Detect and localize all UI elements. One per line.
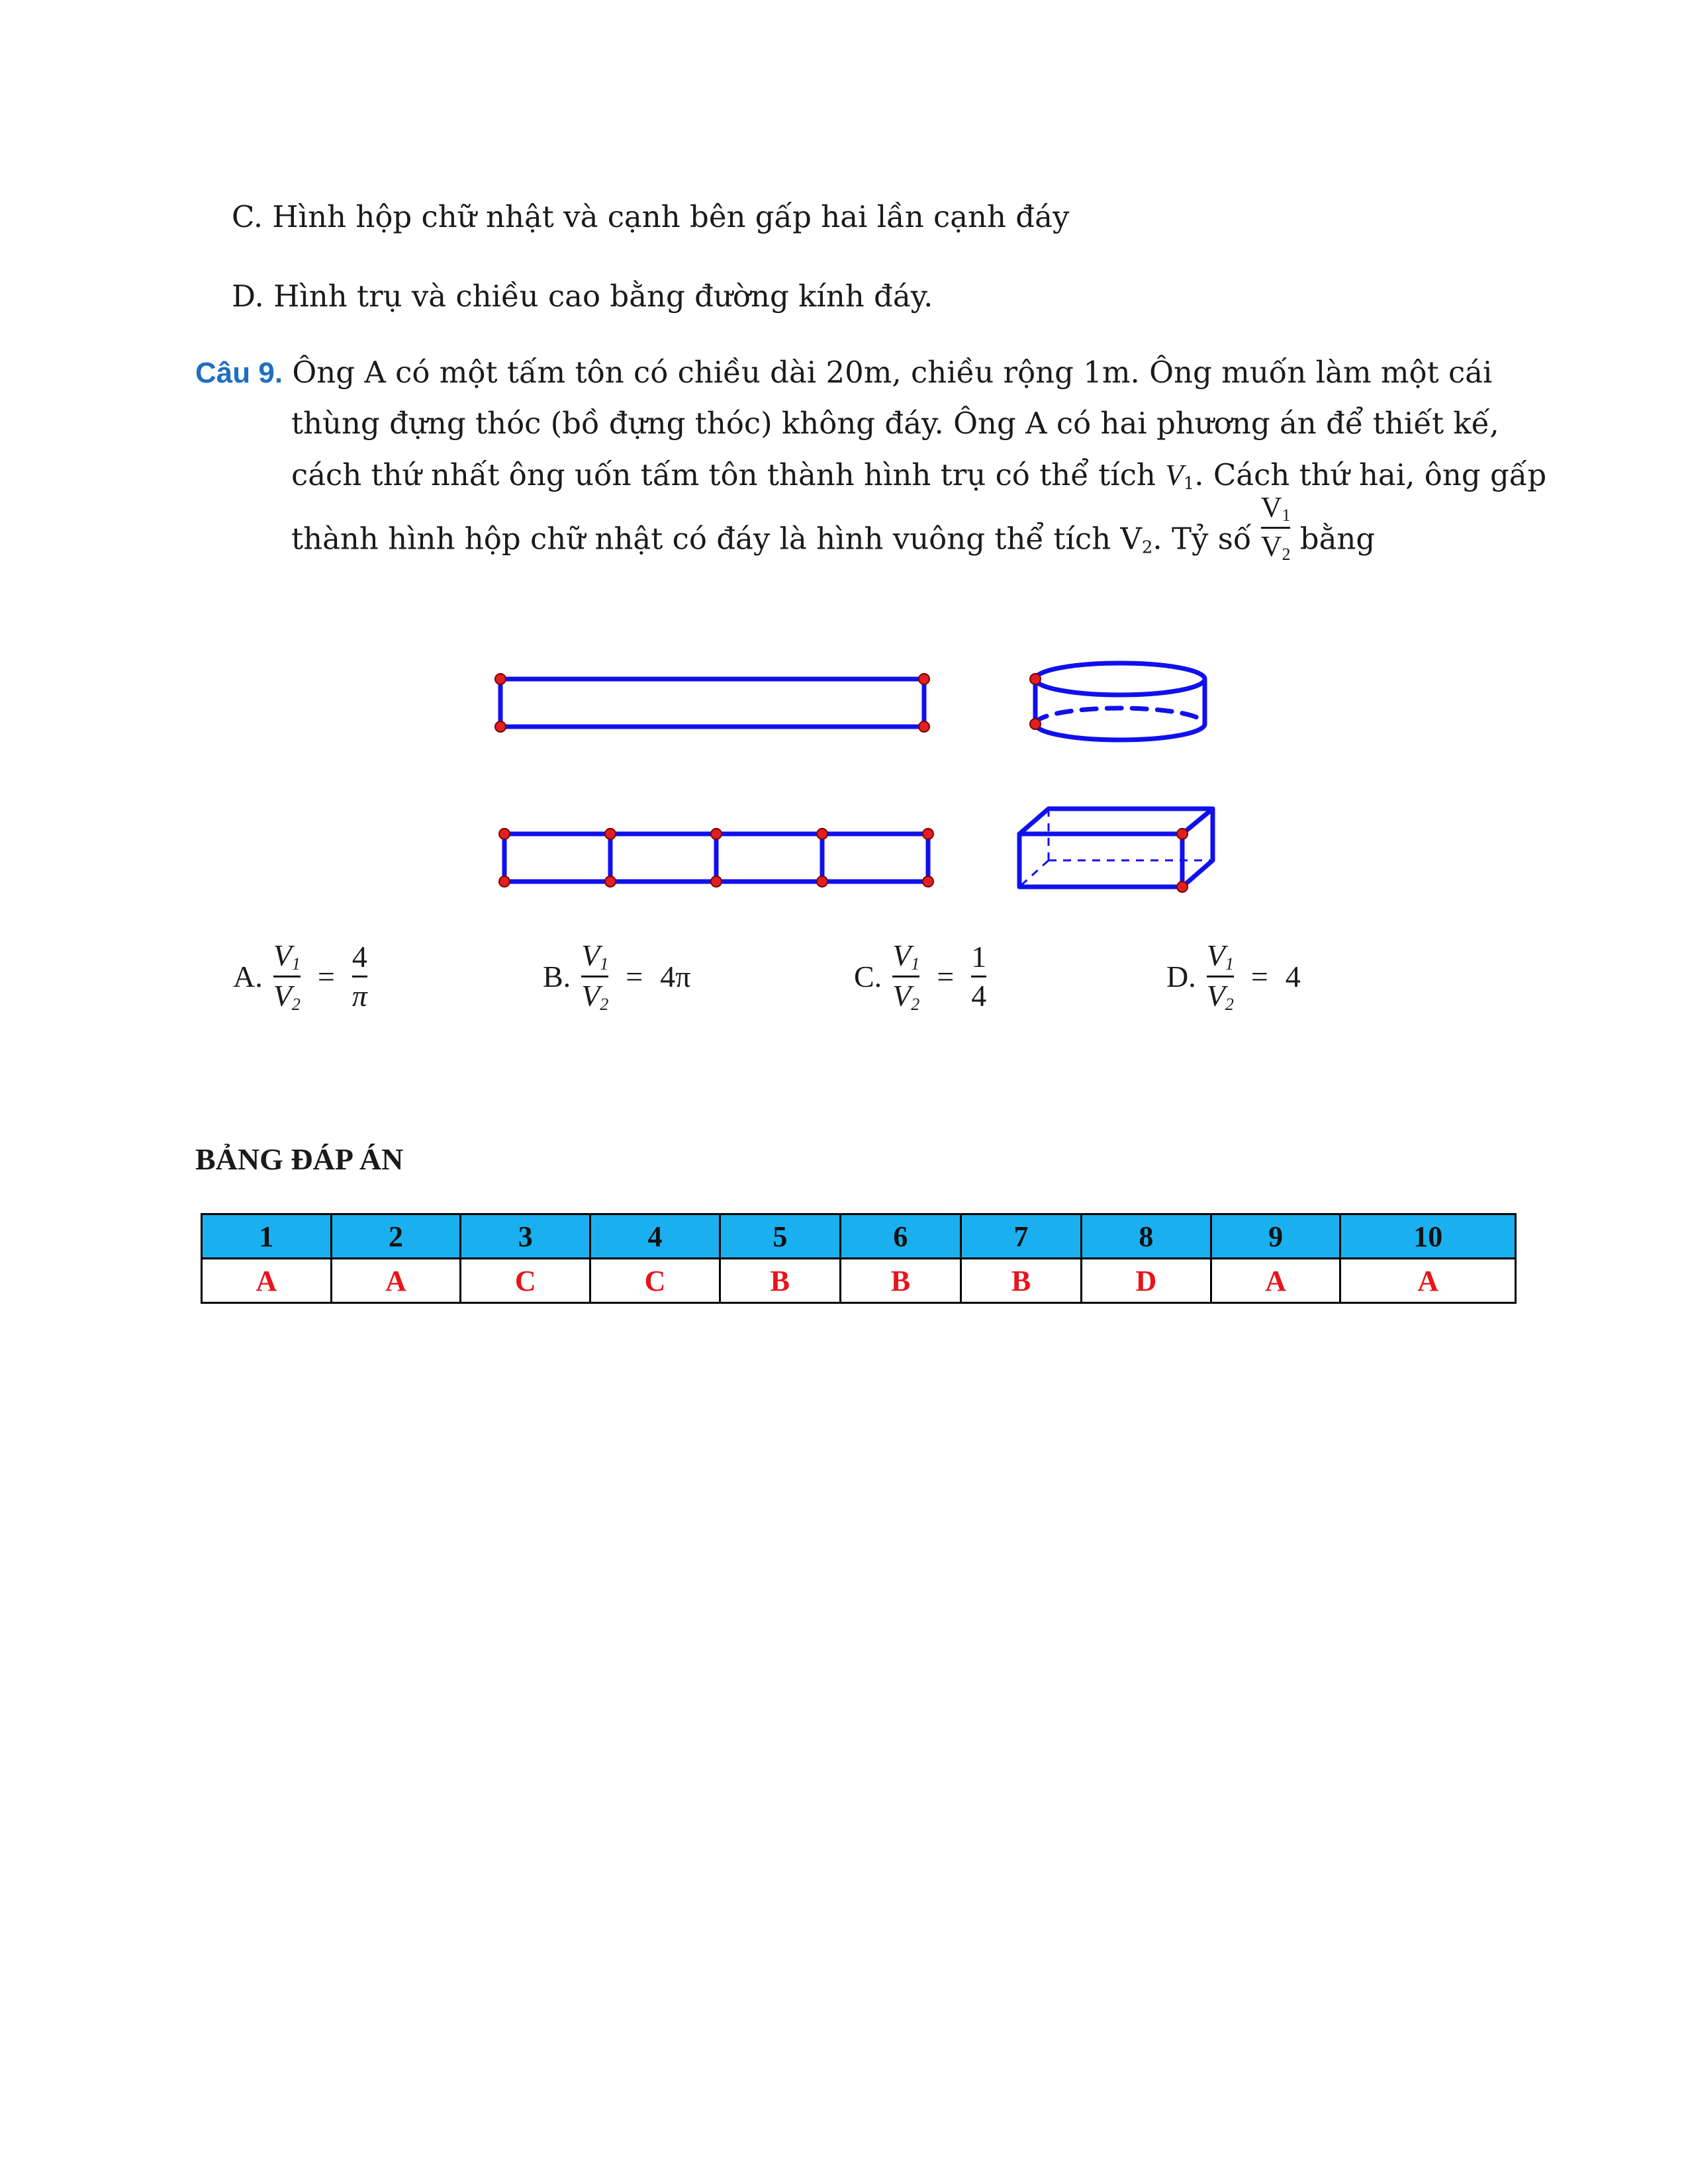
point-marker: [1030, 719, 1041, 729]
answer-key-cell: C: [461, 1259, 590, 1303]
answer-table-heading: BẢNG ĐÁP ÁN: [195, 1142, 404, 1176]
question-number-cell: 10: [1340, 1214, 1516, 1259]
point-marker: [1177, 829, 1188, 839]
point-marker: [1030, 674, 1041, 684]
question-number-cell: 9: [1211, 1214, 1340, 1259]
point-marker: [817, 829, 827, 839]
answer-option-d: D. $\frac{V_1}{V_2}$ = 4: [1166, 938, 1301, 1015]
point-marker: [605, 829, 616, 839]
answer-key-cell: A: [1340, 1259, 1516, 1303]
option-d-line: D. Hình trụ và chiều cao bằng đường kính đáy.: [232, 279, 933, 314]
point-marker: [499, 829, 510, 839]
point-marker: [495, 721, 506, 732]
point-marker: [711, 829, 722, 839]
question-line-2: thùng đựng thóc (bồ đựng thóc) không đáy. Ông A có hai phương án để thiết kế,: [291, 406, 1499, 441]
answer-key-cell: D: [1082, 1259, 1211, 1303]
answer-option-c: C. $\frac{V_1}{V_2}$ = $\frac{1}{4}$: [854, 938, 987, 1015]
point-marker: [499, 876, 510, 887]
cylinder-top: [1035, 663, 1205, 695]
point-marker: [605, 876, 616, 887]
question-number-cell: 8: [1082, 1214, 1211, 1259]
answer-option-b: B. $\frac{V_1}{V_2}$ = 4π: [543, 938, 691, 1015]
point-marker: [817, 876, 827, 887]
point-marker: [1177, 882, 1188, 892]
answer-key-cell: C: [590, 1259, 720, 1303]
answer-key-cell: A: [202, 1259, 332, 1303]
box-hidden-depth: [1019, 860, 1049, 887]
question-number-cell: 3: [461, 1214, 590, 1259]
question-number-cell: 1: [202, 1214, 332, 1259]
question-number-cell: 4: [590, 1214, 720, 1259]
question-line-4: thành hình hộp chữ nhật có đáy là hình vuông thể tích $V_2$. Tỷ số $\frac{V_1}{V_2}$ bằng: [291, 491, 1376, 565]
cylinder-bottom-back: [1035, 708, 1205, 724]
question-number-cell: 5: [720, 1214, 840, 1259]
cylinder-bottom-front: [1035, 724, 1205, 740]
question-number-cell: 2: [331, 1214, 461, 1259]
answer-table: [201, 1213, 1517, 1304]
answer-key-cell: B: [720, 1259, 840, 1303]
sheet-strip-rect: [500, 679, 924, 727]
answer-key-cell: A: [331, 1259, 461, 1303]
question-line-3: cách thứ nhất ông uốn tấm tôn thành hình trụ có thể tích $V_1$. Cách thứ hai, ông gấp: [291, 457, 1547, 494]
question-text-1: Ông A có một tấm tôn có chiều dài 20m, chiều rộng 1m. Ông muốn làm một cái: [292, 355, 1493, 390]
question-number-cell: 7: [961, 1214, 1081, 1259]
point-marker: [923, 876, 933, 887]
option-c-line: C. Hình hộp chữ nhật và cạnh bên gấp hai lần cạnh đáy: [232, 199, 1070, 234]
question-number-cell: 6: [840, 1214, 961, 1259]
point-marker: [495, 674, 506, 684]
point-marker: [923, 829, 933, 839]
figure-group: [0, 0, 1688, 927]
question-label: Câu 9.: [195, 357, 283, 389]
answer-key-cell: B: [840, 1259, 961, 1303]
point-marker: [919, 674, 929, 684]
answer-key-cell: A: [1211, 1259, 1340, 1303]
point-marker: [711, 876, 722, 887]
answer-option-a: A. $\frac{V_1}{V_2}$ = $\frac{4}{\pi}$: [233, 938, 367, 1015]
point-marker: [919, 721, 929, 732]
ratio-fraction: $\frac{V_1}{V_2}$: [1260, 491, 1291, 565]
answer-table-header-row: [202, 1214, 1516, 1259]
answer-key-cell: B: [961, 1259, 1081, 1303]
answer-table-key-row: [202, 1259, 1516, 1303]
